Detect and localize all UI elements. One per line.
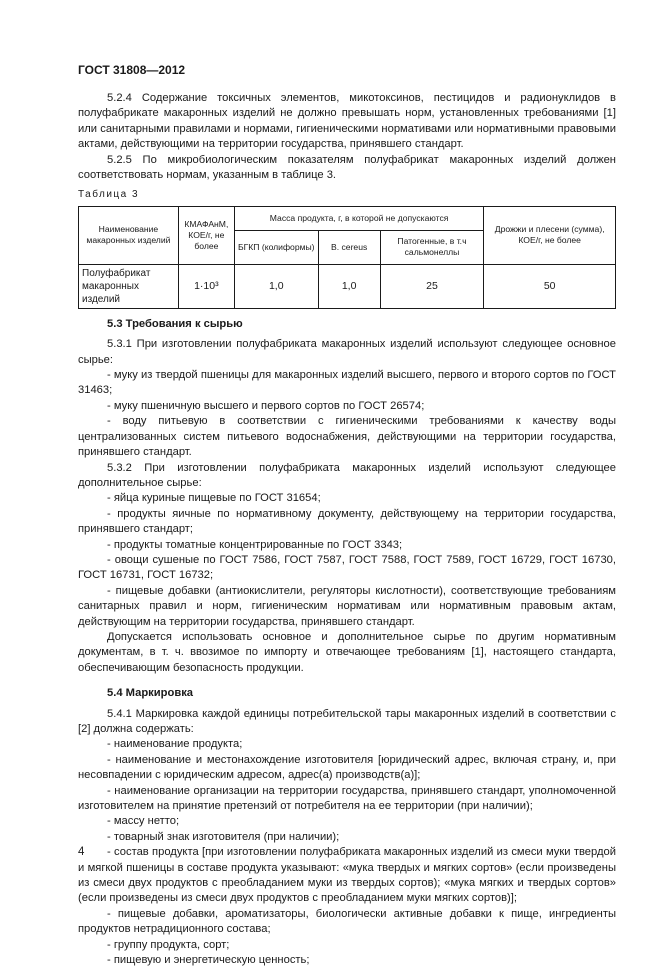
list-item: - продукты томатные концентрированные по ГОСТ 3343; xyxy=(107,538,403,551)
list-item: - воду питьевую в соответствии с гигиеническими требованиями к качеству воды централизованных систем питьевого водоснабжения, действующими на территории государства, принявшего стандарт. xyxy=(78,415,616,459)
paragraph-5-2-4: 5.2.4 Содержание токсичных элементов, микотоксинов, пестицидов и радионуклидов в полуфабрикате макаронных изделий не должно превышать норм, установленных требованиями [1] или санитарными правилами и нормами, гигиеническими нормативами или нормативными правовыми актами, действующими на территории государства, принявшего стандарт. xyxy=(78,92,616,151)
header-bcereus: B. cereus xyxy=(318,230,380,264)
cell-pathogens: 25 xyxy=(380,264,484,308)
table-3 xyxy=(78,206,616,309)
list-item: - продукты яичные по нормативному документу, действующему на территории государства, принявшего стандарт; xyxy=(78,507,616,536)
document-header: ГОСТ 31808—2012 xyxy=(78,63,186,77)
header-name: Наименование макаронных изделий xyxy=(79,206,179,264)
list-item: - муку пшеничную высшего и первого сортов по ГОСТ 26574; xyxy=(107,399,425,412)
header-kmafanm: КМАФАнМ, КОЕ/г, не более xyxy=(178,206,234,264)
header-yeast: Дрожжи и плесени (сумма), КОЕ/г, не более xyxy=(484,206,616,264)
paragraph-5-3-2: 5.3.2 При изготовлении полуфабриката макаронных изделий используют следующее дополнительное сырье: xyxy=(78,461,616,489)
paragraph-5-4-1: 5.4.1 Маркировка каждой единицы потребительской тары макаронных изделий в соответствии с [2] должна содержать: xyxy=(78,707,616,735)
paragraph-5-3-1: 5.3.1 При изготовлении полуфабриката макаронных изделий используют следующее основное сырье: xyxy=(78,338,616,366)
cell-yeast: 50 xyxy=(484,264,616,308)
paragraph-5-2-5: 5.2.5 По микробиологическим показателям полуфабрикат макаронных изделий должен соответствовать нормам, указанным в таблице 3. xyxy=(78,153,616,182)
header-mass-group: Масса продукта, г, в которой не допускаются xyxy=(234,206,484,230)
header-pathogens: Патогенные, в т.ч сальмонеллы xyxy=(380,230,484,264)
list-item: - массу нетто; xyxy=(107,815,180,828)
list-item: - муку из твердой пшеницы для макаронных изделий высшего, первого и второго сортов по ГОСТ 31463; xyxy=(78,369,616,397)
cell-bcereus: 1,0 xyxy=(318,264,380,308)
paragraph-allowance: Допускается использовать основное и дополнительное сырье по другим нормативным документам, в т. ч. ввозимое по импорту и отвечающее требованиям [1], настоящего стандарта, обеспечивающим безопасность продукции. xyxy=(78,630,616,674)
list-item: - наименование организации на территории государства, принявшего стандарт, уполномоченной изготовителем на принятие претензий от потребителя на ее территории (при наличии); xyxy=(78,784,616,813)
section-title-5-4: 5.4 Маркировка xyxy=(107,687,194,700)
list-item: - пищевые добавки (антиокислители, регуляторы кислотности), соответствующие требованиям санитарных правил и норм, гигиеническим нормативам или нормативным правовым актам, действующим на территории государства, принявшего стандарт. xyxy=(78,584,616,628)
section-title-5-3: 5.3 Требования к сырью xyxy=(107,317,243,330)
page-content xyxy=(78,91,616,969)
list-item: - яйца куриные пищевые по ГОСТ 31654; xyxy=(107,492,321,505)
cell-name: Полуфабрикат макаронных изделий xyxy=(79,264,179,308)
list-item: - наименование и местонахождение изготовителя [юридический адрес, включая страну, и, при несовпадении с юридическим адресом, адрес(а) производств(а)]; xyxy=(78,753,616,782)
list-item: - пищевые добавки, ароматизаторы, биологически активные добавки к пище, ингредиенты продуктов нетрадиционного состава; xyxy=(78,907,616,936)
cell-kmafanm: 1·10³ xyxy=(178,264,234,308)
list-item: - состав продукта [при изготовлении полуфабриката макаронных изделий из смеси муки твердой и мягкой пшеницы в составе продукта указывают: «мука твердых и мягких сортов» (если произведены из смеси двух продуктов с преобладанием муки из твердых сортов); «мука мягких и твердых сортов» (если произведены из смеси двух продуктов с преобладанием муки мягких сортов)]; xyxy=(78,846,616,905)
page-number: 4 xyxy=(78,846,85,858)
list-item: - овощи сушеные по ГОСТ 7586, ГОСТ 7587, ГОСТ 7588, ГОСТ 7589, ГОСТ 16729, ГОСТ 16730, ГОСТ 16731, ГОСТ 16732; xyxy=(78,553,616,582)
list-item: - товарный знак изготовителя (при наличии); xyxy=(107,830,340,843)
header-bgkp: БГКП (колиформы) xyxy=(234,230,318,264)
table-row xyxy=(79,264,616,308)
list-item: - группу продукта, сорт; xyxy=(107,938,230,951)
list-item: - пищевую и энергетическую ценность; xyxy=(107,954,310,967)
cell-bgkp: 1,0 xyxy=(234,264,318,308)
list-item: - наименование продукта; xyxy=(107,738,243,751)
table-caption: Таблица 3 xyxy=(78,189,140,201)
